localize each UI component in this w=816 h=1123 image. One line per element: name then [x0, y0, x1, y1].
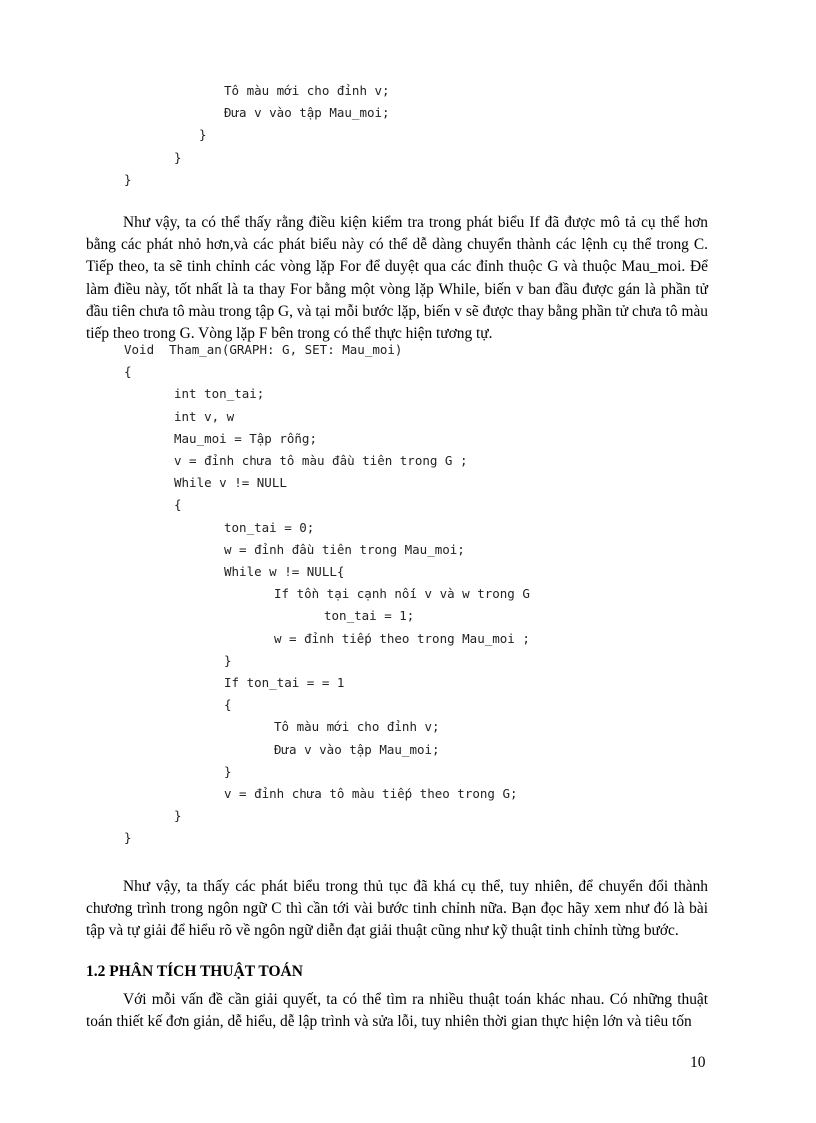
code-line: }: [174, 149, 182, 165]
code-line: ton_tai = 0;: [224, 519, 315, 535]
code-line: While w != NULL{: [224, 564, 345, 579]
code-line: {: [174, 497, 182, 513]
paragraph-text: Với mỗi vấn đề cần giải quyết, ta có thể tìm ra nhiều thuật toán khác nhau. Có những thuật toán thiết kế đơn giản, dễ hiểu, dễ lập trình và sửa lỗi, tuy nhiên thời gian thực hiện lớn và tiêu tốn: [86, 991, 708, 1031]
section-heading: 1.2 PHÂN TÍCH THUẬT TOÁN: [86, 963, 303, 980]
code-line: Mau_moi = Tập rỗng;: [174, 430, 317, 446]
code-line: Void Tham_an(GRAPH: G, SET: Mau_moi): [124, 342, 403, 357]
code-line: }: [124, 171, 132, 187]
code-line: {: [224, 697, 232, 713]
code-line: }: [224, 652, 232, 668]
code-line: }: [174, 808, 182, 824]
page-number: 10: [690, 1054, 706, 1071]
code-line: v = đỉnh chưa tô màu tiếp theo trong G;: [224, 786, 518, 801]
code-line: w = đỉnh đầu tiên trong Mau_moi;: [224, 541, 465, 557]
code-line: }: [224, 763, 232, 779]
code-line: Đưa v vào tập Mau_moi;: [224, 105, 390, 121]
code-line: Đưa v vào tập Mau_moi;: [274, 741, 440, 757]
code-line: ton_tai = 1;: [324, 608, 415, 624]
code-line: v = đỉnh chưa tô màu đầu tiên trong G ;: [174, 453, 468, 468]
paragraph-refinement: [86, 212, 708, 345]
paragraph-analysis: [86, 989, 708, 1033]
code-line: {: [124, 364, 132, 380]
code-line: Tô màu mới cho đỉnh v;: [274, 719, 440, 735]
code-line: }: [199, 127, 207, 143]
code-line: w = đỉnh tiếp theo trong Mau_moi ;: [274, 630, 530, 646]
code-line: If tồn tại cạnh nối v và w trong G: [274, 586, 530, 602]
code-line: int ton_tai;: [174, 386, 265, 402]
code-line: Tô màu mới cho đỉnh v;: [224, 83, 390, 98]
code-line: While v != NULL: [174, 475, 287, 491]
paragraph-summary: [86, 876, 708, 943]
code-line: If ton_tai = = 1: [224, 675, 345, 690]
code-line: }: [124, 830, 132, 846]
paragraph-text: Như vậy, ta có thể thấy rằng điều kiện kiểm tra trong phát biểu If đã được mô tả cụ thể hơn bằng các phát nhỏ hơn,và các phát biểu này có thể dễ dàng chuyển thành các lệnh cụ thể trong C. Tiếp theo, ta sẽ tinh chỉnh các vòng lặp For để duyệt qua các đỉnh thuộc G và thuộc Mau_moi. Để làm điều này, tốt nhất là ta thay For bằng một vòng lặp While, biến v ban đầu được gán là phần tử đầu tiên chưa tô màu trong tập G, và tại mỗi bước lặp, biến v sẽ được thay bằng phần tử chưa tô màu tiếp theo trong G. Vòng lặp F bên trong có thể thực hiện tương tự.: [86, 214, 708, 343]
code-line: int v, w: [174, 408, 235, 424]
paragraph-text: Như vậy, ta thấy các phát biểu trong thủ tục đã khá cụ thể, tuy nhiên, để chuyển đổi thành chương trình trong ngôn ngữ C thì cần tới vài bước tinh chỉnh nữa. Bạn đọc hãy xem như đó là bài tập và tự giải để hiểu rõ về ngôn ngữ diễn đạt giải thuật cũng như kỹ thuật tinh chỉnh từng bước.: [86, 878, 708, 940]
